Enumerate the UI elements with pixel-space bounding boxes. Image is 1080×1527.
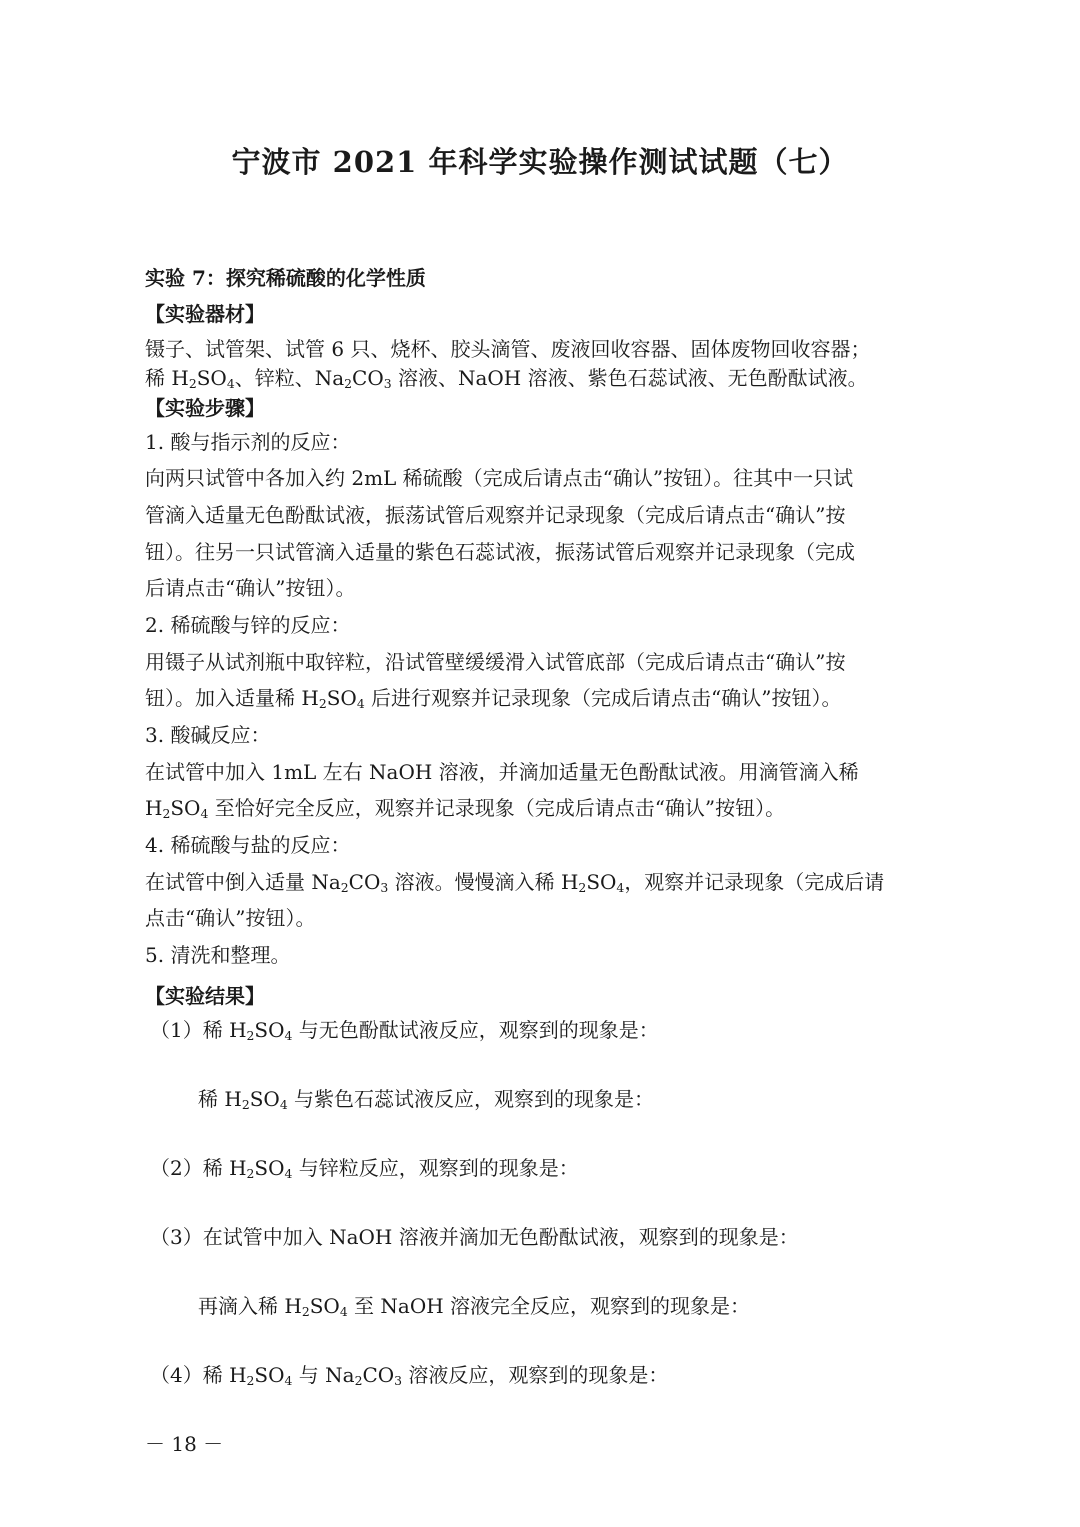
page-number: － 18 － xyxy=(145,1432,224,1456)
step-3-title: 3. 酸碱反应： xyxy=(145,723,271,747)
experiment-title: 实验 7：探究稀硫酸的化学性质 xyxy=(145,266,426,290)
step-1-line-3: 钮）。往另一只试管滴入适量的紫色石蕊试液，振荡试管后观察并记录现象（完成 xyxy=(145,540,855,564)
step-1-line-1: 向两只试管中各加入约 2mL 稀硫酸（完成后请点击“确认”按钮）。往其中一只试 xyxy=(145,466,854,490)
result-3a: （3）在试管中加入 NaOH 溶液并滴加无色酚酞试液，观察到的现象是： xyxy=(150,1225,799,1249)
section-heading-materials: 【实验器材】 xyxy=(145,302,265,326)
step-2-line-1: 用镊子从试剂瓶中取锌粒，沿试管壁缓缓滑入试管底部（完成后请点击“确认”按 xyxy=(145,650,846,674)
result-1a: （1）稀 $H_2SO_4$ 与无色酚酞试液反应，观察到的现象是： xyxy=(150,1018,659,1044)
step-3-line-2: $H_2SO_4$ 至恰好完全反应，观察并记录现象（完成后请点击“确认”按钮）。 xyxy=(145,796,786,822)
step-5-title: 5. 清洗和整理。 xyxy=(145,943,291,967)
page-title: 宁波市 2021 年科学实验操作测试试题（七） xyxy=(231,145,849,179)
result-3b: 再滴入稀 $H_2SO_4$ 至 NaOH 溶液完全反应，观察到的现象是： xyxy=(198,1294,751,1320)
step-4-title: 4. 稀硫酸与盐的反应： xyxy=(145,833,351,857)
step-2-line-2: 钮）。加入适量稀 $H_2SO_4$ 后进行观察并记录现象（完成后请点击“确认”按钮）。 xyxy=(145,686,842,712)
step-1-line-2: 管滴入适量无色酚酞试液，振荡试管后观察并记录现象（完成后请点击“确认”按 xyxy=(145,503,846,527)
result-4: （4）稀 $H_2SO_4$ 与 $Na_2CO_3$ 溶液反应，观察到的现象是： xyxy=(150,1363,669,1389)
result-2: （2）稀 $H_2SO_4$ 与锌粒反应，观察到的现象是： xyxy=(150,1156,579,1182)
step-2-title: 2. 稀硫酸与锌的反应： xyxy=(145,613,351,637)
step-1-title: 1. 酸与指示剂的反应： xyxy=(145,430,351,454)
materials-line-2: 稀 $H_2SO_4$、锌粒、$Na_2CO_3$ 溶液、NaOH 溶液、紫色石蕊试液、无色酚酞试液。 xyxy=(145,366,868,392)
step-1-line-4: 后请点击“确认”按钮）。 xyxy=(145,576,356,600)
step-3-line-1: 在试管中加入 1mL 左右 NaOH 溶液，并滴加适量无色酚酞试液。用滴管滴入稀 xyxy=(145,760,859,784)
section-heading-results: 【实验结果】 xyxy=(145,984,265,1008)
result-1b: 稀 $H_2SO_4$ 与紫色石蕊试液反应，观察到的现象是： xyxy=(198,1087,655,1113)
materials-line-1: 镊子、试管架、试管 6 只、烧杯、胶头滴管、废液回收容器、固体废物回收容器； xyxy=(145,337,871,361)
section-heading-steps: 【实验步骤】 xyxy=(145,396,265,420)
step-4-line-1: 在试管中倒入适量 $Na_2CO_3$ 溶液。慢慢滴入稀 $H_2SO_4$，观察并记录现象（完成后请 xyxy=(145,870,885,896)
step-4-line-2: 点击“确认”按钮）。 xyxy=(145,906,316,930)
